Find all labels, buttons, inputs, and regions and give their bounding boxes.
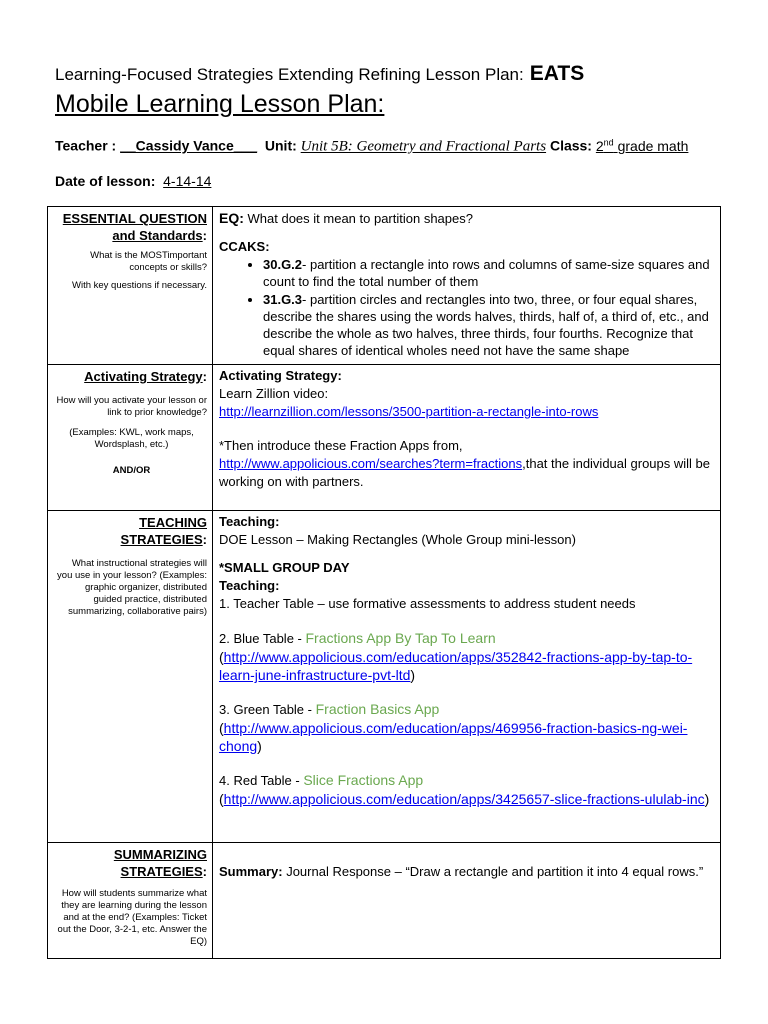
essential-question-label-cell: ESSENTIAL QUESTION and Standards: What is the MOSTimportant concepts or skills? With key questions if necessary. — [48, 207, 213, 365]
small-group-day: *SMALL GROUP DAY — [219, 560, 350, 575]
teacher-table-item: 1. Teacher Table – use formative assessments to address student needs — [219, 596, 636, 611]
class-value: 2nd grade math — [595, 137, 689, 154]
date-value: 4-14-14 — [163, 173, 212, 189]
activating-strategy-title: Activating Strategy — [84, 369, 203, 384]
red-table-link-wrap: (http://www.appolicious.com/education/apps/3425657-slice-fractions-ululab-inc) — [219, 791, 710, 807]
teaching-label-2: Teaching: — [219, 578, 280, 593]
summarizing-title: SUMMARIZING — [113, 847, 207, 862]
date-line — [55, 173, 211, 189]
apps-text: ,that the individual groups will be working on with partners. — [219, 456, 710, 489]
teaching-label: Teaching: — [219, 514, 280, 529]
red-table-item: 4. Red Table - Slice Fractions App — [219, 772, 424, 788]
essential-question-title: ESSENTIAL QUESTION — [62, 211, 207, 226]
blue-table-link[interactable]: http://www.appolicious.com/education/apps/352842-fractions-app-by-tap-to-learn-june-infrastructure-pvt-ltd — [219, 649, 693, 683]
strategies-title: STRATEGIES — [120, 864, 203, 879]
green-table-link[interactable]: http://www.appolicious.com/education/apps/469956-fraction-basics-ng-wei-chong — [219, 720, 688, 754]
summarizing-strategies-row — [48, 843, 721, 959]
essential-note-2: With key questions if necessary. — [72, 280, 207, 291]
blue-table-item: 2. Blue Table - Fractions App By Tap To Learn — [219, 630, 496, 646]
green-table-app: Fraction Basics App — [315, 701, 440, 717]
unit-value: Unit 5B: Geometry and Fractional Parts — [300, 138, 547, 155]
activating-strategy-row — [48, 365, 721, 511]
activating-strategy-label: Activating Strategy: — [219, 368, 342, 383]
unit-label: Unit: — [264, 137, 297, 154]
summarizing-note: How will students summarize what they are learning during the lesson and at the end? (Examples: Ticket out the Door, 3-2-1, etc. Answer the EQ) — [57, 888, 207, 947]
teacher-name: __Cassidy Vance___ — [120, 137, 258, 154]
appolicious-search-link[interactable]: http://www.appolicious.com/searches?term=fractions — [219, 456, 523, 471]
summarizing-strategies-label-cell: SUMMARIZING STRATEGIES: How will students summarize what they are learning during the lesson and at the end? (Examples: Ticket out the Door, 3-2-1, etc. Answer the EQ) — [48, 843, 213, 959]
class-label: Class: — [549, 137, 592, 154]
summarizing-strategies-content-cell — [213, 843, 721, 959]
teaching-strategies-label-cell: TEACHING STRATEGIES: What instructional strategies will you use in your lesson? (Examples: graphic organizer, distributed guided practice, distributed summarizing, collaborative pairs) — [48, 511, 213, 843]
eq-label: EQ: — [219, 210, 244, 226]
essential-note-1: What is the MOSTimportant concepts or skills? — [90, 250, 207, 273]
learnzillion-link[interactable]: http://learnzillion.com/lessons/3500-partition-a-rectangle-into-rows — [219, 404, 599, 419]
intro-text: *Then introduce these Fraction Apps from, — [219, 438, 463, 453]
teaching-strategies-content-cell — [213, 511, 721, 843]
date-label: Date of lesson: — [55, 173, 156, 189]
plan-subtitle — [55, 90, 384, 119]
standard-item: • 30.G.2- partition a rectangle into rows and columns of same-size squares and count to find the total number of them — [263, 256, 714, 290]
activating-strategy-label-cell: Activating Strategy: How will you activate your lesson or link to prior knowledge? (Examples: KWL, work maps, Wordsplash, etc.) AND/OR — [48, 365, 213, 511]
standard-item: • 31.G.3- partition circles and rectangles into two, three, or four equal shares, describe the shares using the words halves, thirds, half of, a third of, etc., and describe the whole as two halves, three thirds, four fourths. Recognize that equal shares of identical wholes need not have the same shape — [263, 291, 714, 359]
video-label: Learn Zillion video: — [219, 386, 329, 401]
summary-text: Journal Response – “Draw a rectangle and partition it into 4 equal rows.” — [286, 864, 704, 879]
activating-note-3: AND/OR — [112, 465, 151, 476]
essential-question-row — [48, 207, 721, 365]
eq-text: What does it mean to partition shapes? — [247, 211, 473, 226]
ccaks-label: CCAKS: — [219, 239, 270, 254]
activating-note-2: (Examples: KWL, work maps, Wordsplash, etc.) — [69, 427, 194, 450]
green-table-link-wrap: (http://www.appolicious.com/education/apps/469956-fraction-basics-ng-wei-chong) — [219, 720, 688, 754]
activating-strategy-content-cell — [213, 365, 721, 511]
essential-question-content-cell — [213, 207, 721, 365]
teaching-note: What instructional strategies will you use in your lesson? (Examples: graphic organizer, distributed guided practice, distributed summarizing, collaborative pairs) — [57, 558, 207, 617]
teaching-strategies-row — [48, 511, 721, 843]
blue-table-link-wrap: (http://www.appolicious.com/education/apps/352842-fractions-app-by-tap-to-learn-june-infrastructure-pvt-ltd) — [219, 649, 693, 683]
standards-title: and Standards — [112, 228, 203, 243]
red-table-app: Slice Fractions App — [303, 772, 424, 788]
teaching-strategies-title: TEACHING STRATEGIES — [120, 515, 207, 547]
green-table-item: 3. Green Table - Fraction Basics App — [219, 701, 440, 717]
teacher-line — [55, 137, 688, 156]
red-table-link[interactable]: http://www.appolicious.com/education/apps/3425657-slice-fractions-ululab-inc — [223, 791, 705, 807]
teacher-label: Teacher : — [55, 137, 117, 154]
plan-tag: EATS — [529, 62, 585, 85]
plan-title-text: Learning-Focused Strategies Extending Refining Lesson Plan: — [55, 65, 524, 84]
standards-list — [219, 256, 714, 359]
doe-lesson: DOE Lesson – Making Rectangles (Whole Group mini-lesson) — [219, 532, 576, 547]
summary-label: Summary: — [219, 864, 283, 879]
activating-note-1: How will you activate your lesson or link to prior knowledge? — [56, 395, 207, 418]
lesson-plan-table — [47, 206, 721, 959]
plan-title — [55, 62, 584, 86]
blue-table-app: Fractions App By Tap To Learn — [305, 630, 496, 646]
plan-subtitle-text: Mobile Learning Lesson Plan: — [55, 90, 385, 118]
